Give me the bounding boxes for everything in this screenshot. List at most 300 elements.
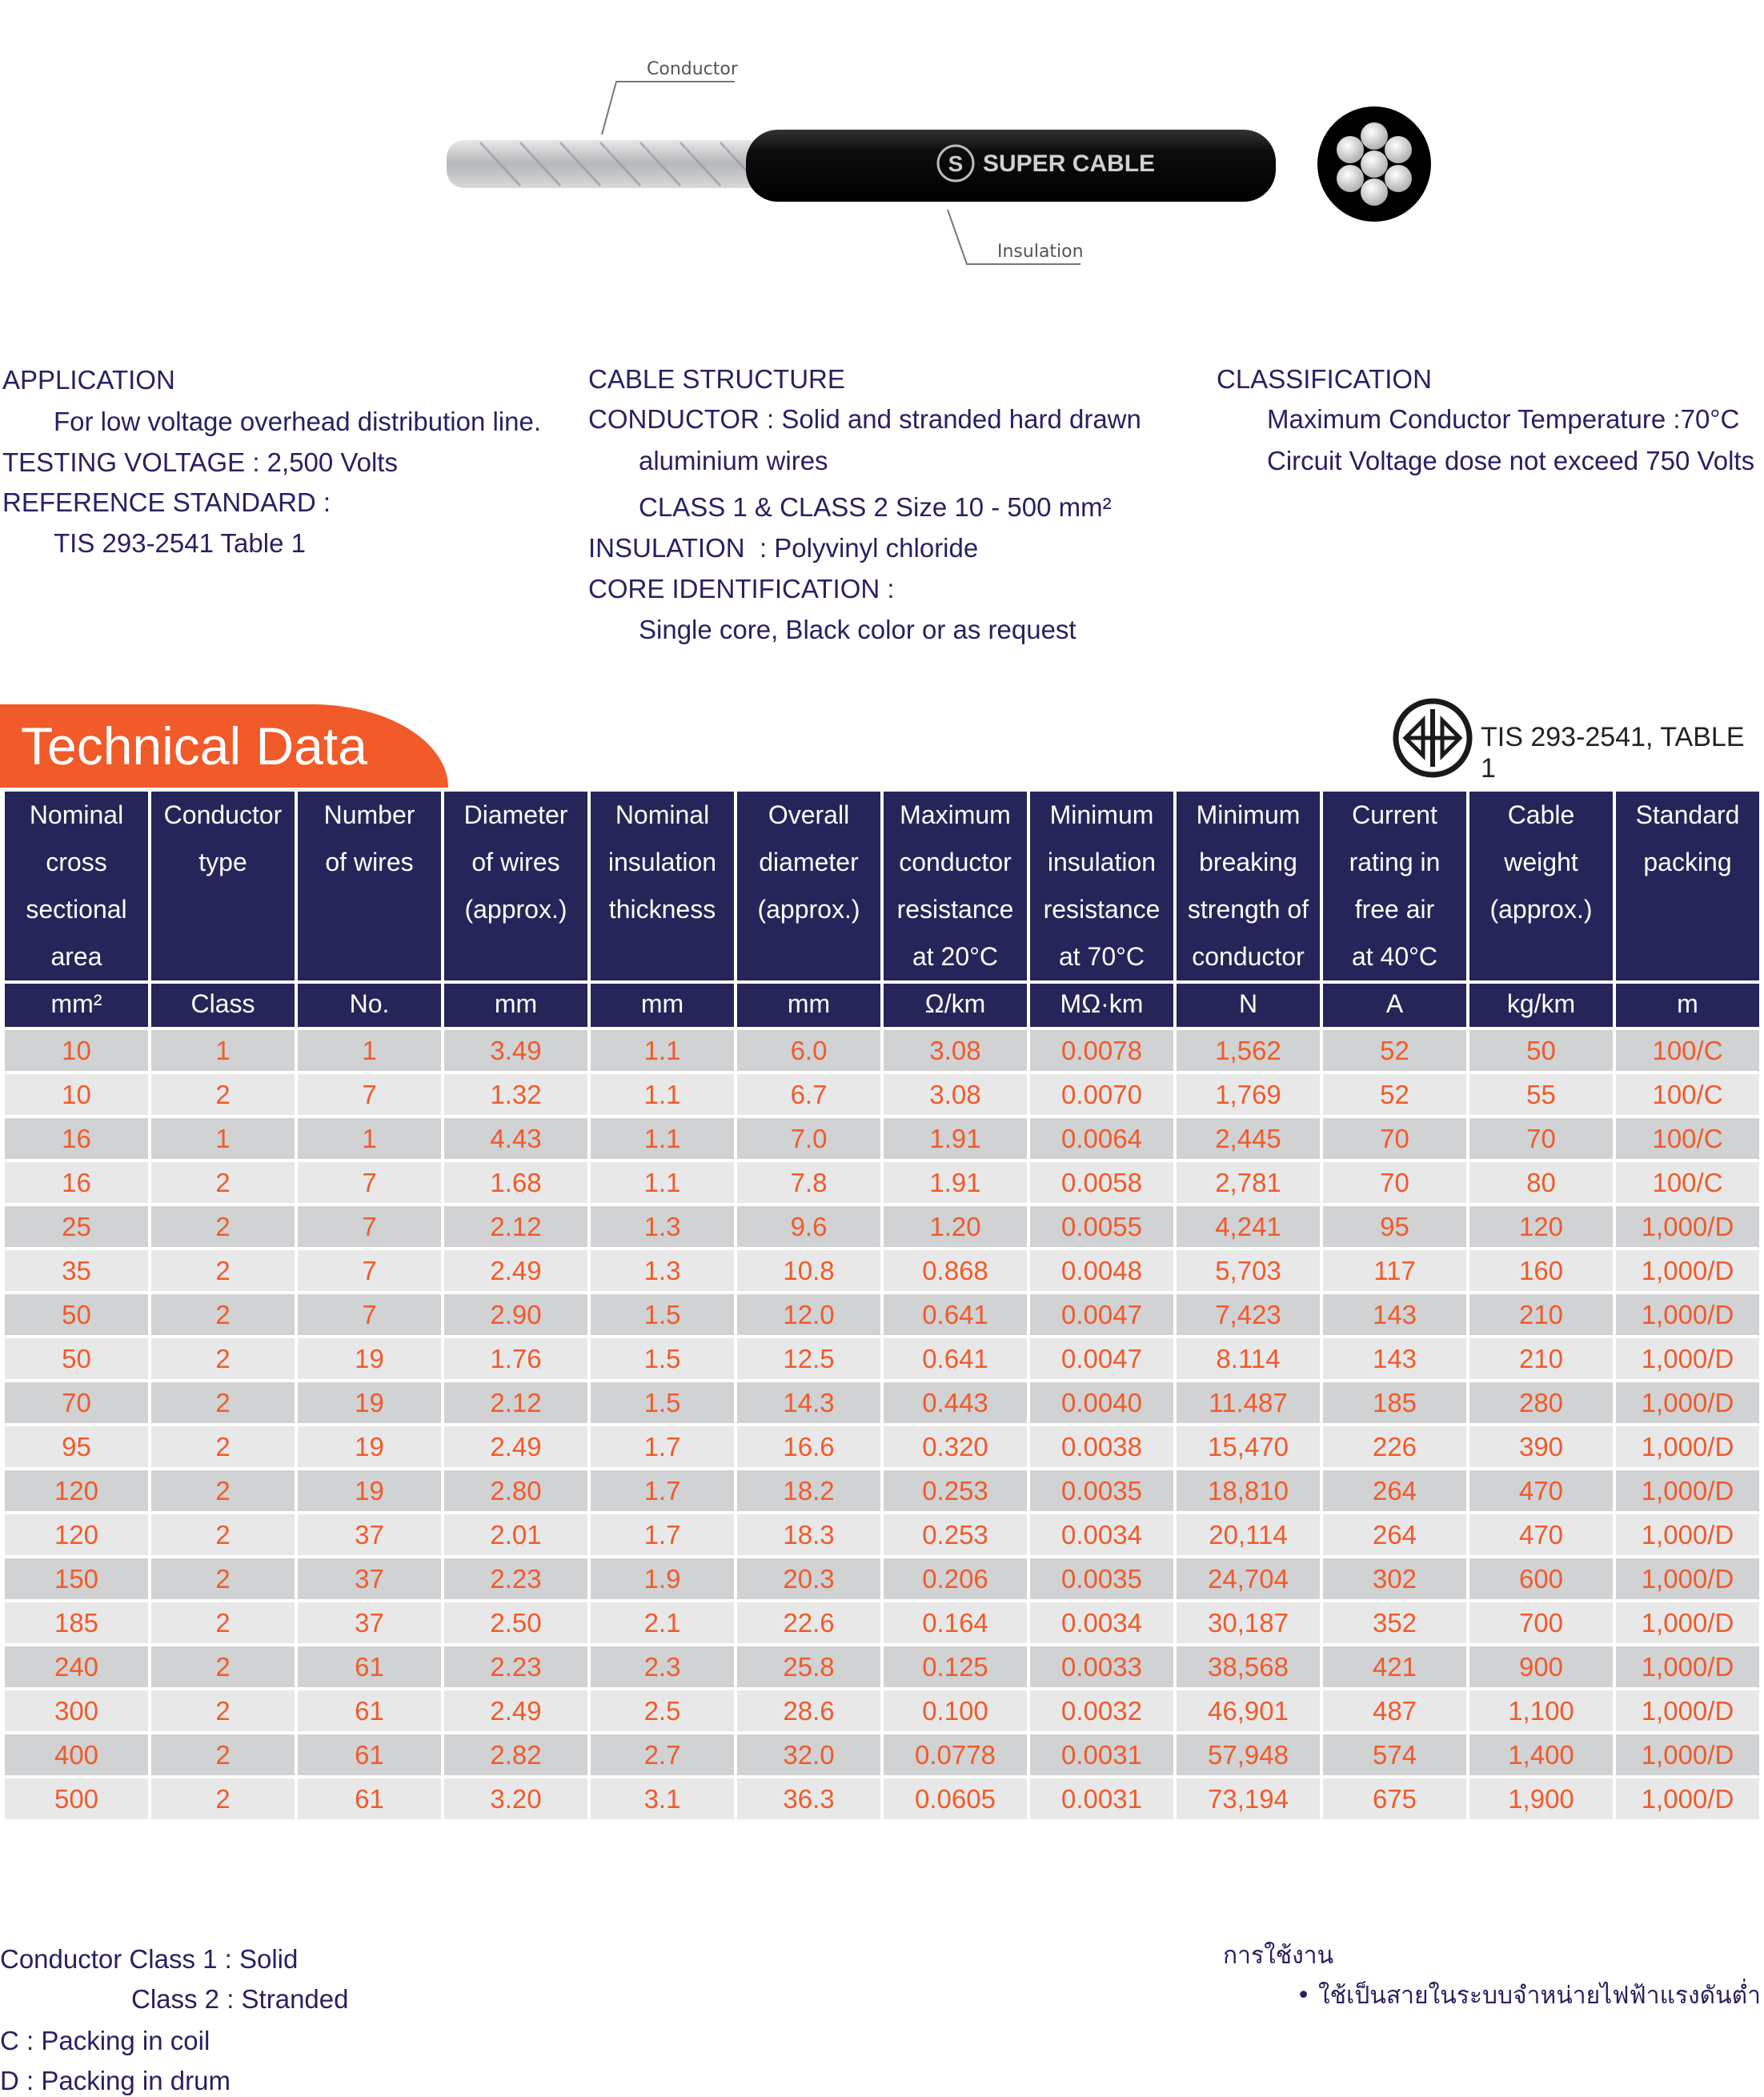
table-cell: 1,000/D bbox=[1614, 1249, 1761, 1293]
conductor-strands bbox=[447, 140, 783, 188]
table-cell: 1 bbox=[296, 1028, 443, 1073]
table-cell: 0.0031 bbox=[1028, 1777, 1175, 1821]
table-cell: 14.3 bbox=[736, 1381, 882, 1425]
table-cell: 15,470 bbox=[1175, 1425, 1321, 1469]
column-header-line: at 40°C bbox=[1351, 942, 1438, 971]
column-header bbox=[3, 790, 150, 982]
table-cell: 2.49 bbox=[443, 1689, 589, 1733]
table-row bbox=[3, 1557, 1761, 1601]
column-header bbox=[296, 790, 443, 982]
table-cell: 1,000/D bbox=[1614, 1425, 1761, 1469]
table-cell: 3.08 bbox=[882, 1028, 1028, 1073]
column-header-line: sectional bbox=[26, 895, 127, 924]
column-unit: m bbox=[1614, 982, 1761, 1028]
column-unit: Ω/km bbox=[882, 982, 1028, 1028]
technical-data-tab bbox=[0, 704, 448, 788]
column-header-line: resistance bbox=[1043, 895, 1161, 924]
table-cell: 7,423 bbox=[1175, 1293, 1321, 1337]
column-header-line: weight bbox=[1504, 848, 1578, 876]
cross-section-icon bbox=[1317, 106, 1431, 222]
column-unit: mm bbox=[736, 982, 882, 1028]
table-row bbox=[3, 1601, 1761, 1645]
table-cell: 73,194 bbox=[1175, 1777, 1321, 1821]
application-title: APPLICATION bbox=[2, 365, 175, 395]
column-header-line: Nominal bbox=[615, 800, 710, 829]
table-cell: 2.7 bbox=[589, 1733, 736, 1777]
table-cell: 900 bbox=[1468, 1645, 1614, 1689]
table-cell: 1,562 bbox=[1175, 1028, 1321, 1073]
table-cell: 0.0040 bbox=[1028, 1381, 1175, 1425]
column-header-line: area bbox=[50, 942, 102, 971]
table-cell: 1,000/D bbox=[1614, 1469, 1761, 1513]
table-cell: 4.43 bbox=[443, 1117, 589, 1161]
table-cell: 0.0035 bbox=[1028, 1557, 1175, 1601]
classification-line-1: Maximum Conductor Temperature :70°C bbox=[1267, 404, 1740, 434]
table-cell: 37 bbox=[296, 1557, 443, 1601]
table-cell: 61 bbox=[296, 1777, 443, 1821]
table-cell: 2 bbox=[150, 1469, 296, 1513]
column-header bbox=[150, 790, 296, 982]
table-cell: 100/C bbox=[1614, 1117, 1761, 1161]
column-unit: No. bbox=[296, 982, 443, 1028]
table-cell: 0.0070 bbox=[1028, 1073, 1175, 1117]
table-cell: 2 bbox=[150, 1337, 296, 1381]
table-cell: 100/C bbox=[1614, 1073, 1761, 1117]
table-cell: 240 bbox=[3, 1645, 150, 1689]
application-text: For low voltage overhead distribution line. bbox=[54, 407, 542, 436]
table-cell: 10.8 bbox=[736, 1249, 882, 1293]
table-cell: 12.0 bbox=[736, 1293, 882, 1337]
class-size: CLASS 1 & CLASS 2 Size 10 - 500 mm² bbox=[639, 492, 1112, 522]
column-header bbox=[443, 790, 589, 982]
table-cell: 1,000/D bbox=[1614, 1513, 1761, 1557]
note-class-1: Conductor Class 1 : Solid bbox=[0, 1944, 299, 1974]
table-cell: 1.5 bbox=[589, 1293, 736, 1337]
table-cell: 28.6 bbox=[736, 1689, 882, 1733]
table-row bbox=[3, 1293, 1761, 1337]
table-cell: 7 bbox=[296, 1249, 443, 1293]
column-header-line: packing bbox=[1643, 848, 1732, 876]
table-cell: 2.1 bbox=[589, 1601, 736, 1645]
table-cell: 1.32 bbox=[443, 1073, 589, 1117]
table-cell: 19 bbox=[296, 1469, 443, 1513]
table-cell: 36.3 bbox=[736, 1777, 882, 1821]
table-cell: 2.23 bbox=[443, 1645, 589, 1689]
core-identification-label: CORE IDENTIFICATION : bbox=[588, 574, 895, 603]
table-cell: 600 bbox=[1468, 1557, 1614, 1601]
table-cell: 50 bbox=[3, 1337, 150, 1381]
table-cell: 61 bbox=[296, 1645, 443, 1689]
table-cell: 25 bbox=[3, 1205, 150, 1249]
table-row bbox=[3, 1733, 1761, 1777]
table-cell: 0.0064 bbox=[1028, 1117, 1175, 1161]
table-cell: 5,703 bbox=[1175, 1249, 1321, 1293]
table-cell: 150 bbox=[3, 1557, 150, 1601]
table-cell: 12.5 bbox=[736, 1337, 882, 1381]
table-cell: 2.23 bbox=[443, 1557, 589, 1601]
table-cell: 2 bbox=[150, 1733, 296, 1777]
table-cell: 52 bbox=[1321, 1028, 1468, 1073]
table-cell: 0.100 bbox=[882, 1689, 1028, 1733]
table-cell: 9.6 bbox=[736, 1205, 882, 1249]
table-cell: 120 bbox=[1468, 1205, 1614, 1249]
table-cell: 2.49 bbox=[443, 1425, 589, 1469]
table-cell: 390 bbox=[1468, 1425, 1614, 1469]
table-cell: 1.1 bbox=[589, 1117, 736, 1161]
column-header-line: Current bbox=[1352, 800, 1437, 829]
reference-standard-value: TIS 293-2541 Table 1 bbox=[54, 528, 306, 558]
table-cell: 2 bbox=[150, 1425, 296, 1469]
tis-standard-icon bbox=[1391, 696, 1474, 780]
table-cell: 1,000/D bbox=[1614, 1293, 1761, 1337]
insulation-spec-value: : Polyvinyl chloride bbox=[759, 533, 979, 563]
column-header-line: (approx.) bbox=[464, 895, 567, 924]
table-cell: 61 bbox=[296, 1689, 443, 1733]
table-cell: 37 bbox=[296, 1513, 443, 1557]
table-cell: 0.0047 bbox=[1028, 1337, 1175, 1381]
table-cell: 2 bbox=[150, 1777, 296, 1821]
technical-data-table bbox=[2, 788, 1762, 1822]
column-header-line: Overall bbox=[768, 800, 850, 829]
table-cell: 46,901 bbox=[1175, 1689, 1321, 1733]
table-cell: 210 bbox=[1468, 1337, 1614, 1381]
table-cell: 1.91 bbox=[882, 1161, 1028, 1205]
table-cell: 0.443 bbox=[882, 1381, 1028, 1425]
classification-title: CLASSIFICATION bbox=[1217, 364, 1432, 394]
table-cell: 2 bbox=[150, 1161, 296, 1205]
table-cell: 1.1 bbox=[589, 1161, 736, 1205]
column-unit: mm² bbox=[3, 982, 150, 1028]
table-cell: 0.206 bbox=[882, 1557, 1028, 1601]
column-header-line: of wires bbox=[325, 848, 414, 876]
column-header-line: breaking bbox=[1199, 848, 1297, 876]
table-cell: 7.8 bbox=[736, 1161, 882, 1205]
table-cell: 0.0033 bbox=[1028, 1645, 1175, 1689]
conductor-spec bbox=[588, 403, 1141, 435]
table-cell: 70 bbox=[1321, 1117, 1468, 1161]
table-cell: 2,445 bbox=[1175, 1117, 1321, 1161]
table-cell: 18,810 bbox=[1175, 1469, 1321, 1513]
table-cell: 0.641 bbox=[882, 1293, 1028, 1337]
table-cell: 300 bbox=[3, 1689, 150, 1733]
table-cell: 1 bbox=[296, 1117, 443, 1161]
column-header-line: insulation bbox=[1047, 848, 1157, 876]
column-header-line: of wires bbox=[471, 848, 560, 876]
table-row bbox=[3, 1337, 1761, 1381]
table-cell: 1,000/D bbox=[1614, 1601, 1761, 1645]
column-header-line: type bbox=[198, 848, 247, 876]
table-cell: 0.0055 bbox=[1028, 1205, 1175, 1249]
table-cell: 1 bbox=[150, 1117, 296, 1161]
table-cell: 100/C bbox=[1614, 1161, 1761, 1205]
core-identification-value: Single core, Black color or as request bbox=[639, 615, 1076, 644]
table-cell: 1.7 bbox=[589, 1425, 736, 1469]
table-cell: 352 bbox=[1321, 1601, 1468, 1645]
table-cell: 2.12 bbox=[443, 1205, 589, 1249]
column-header bbox=[1468, 790, 1614, 982]
column-header-line: Diameter bbox=[463, 800, 568, 829]
table-cell: 1,400 bbox=[1468, 1733, 1614, 1777]
note-coil: C : Packing in coil bbox=[0, 2026, 210, 2055]
table-cell: 18.3 bbox=[736, 1513, 882, 1557]
table-cell: 1,000/D bbox=[1614, 1733, 1761, 1777]
column-header-line: free air bbox=[1354, 895, 1435, 924]
table-cell: 0.125 bbox=[882, 1645, 1028, 1689]
table-cell: 22.6 bbox=[736, 1601, 882, 1645]
column-header bbox=[1614, 790, 1761, 982]
table-cell: 3.49 bbox=[443, 1028, 589, 1073]
table-cell: 160 bbox=[1468, 1249, 1614, 1293]
table-cell: 1,000/D bbox=[1614, 1777, 1761, 1821]
column-header-line: cross bbox=[46, 848, 107, 876]
column-unit: mm bbox=[443, 982, 589, 1028]
table-cell: 1,000/D bbox=[1614, 1557, 1761, 1601]
table-row bbox=[3, 1249, 1761, 1293]
table-cell: 11.487 bbox=[1175, 1381, 1321, 1425]
table-cell: 1,000/D bbox=[1614, 1689, 1761, 1733]
table-cell: 0.0048 bbox=[1028, 1249, 1175, 1293]
table-cell: 70 bbox=[1468, 1117, 1614, 1161]
table-cell: 2 bbox=[150, 1601, 296, 1645]
table-cell: 70 bbox=[3, 1381, 150, 1425]
table-cell: 0.0078 bbox=[1028, 1028, 1175, 1073]
table-cell: 1.3 bbox=[589, 1205, 736, 1249]
table-row bbox=[3, 1645, 1761, 1689]
table-cell: 2.49 bbox=[443, 1249, 589, 1293]
table-cell: 117 bbox=[1321, 1249, 1468, 1293]
table-row bbox=[3, 1689, 1761, 1733]
table-cell: 3.1 bbox=[589, 1777, 736, 1821]
table-cell: 52 bbox=[1321, 1073, 1468, 1117]
note-class-2: Class 2 : Stranded bbox=[131, 1984, 349, 2014]
table-cell: 1.1 bbox=[589, 1028, 736, 1073]
table-cell: 120 bbox=[3, 1469, 150, 1513]
table-cell: 120 bbox=[3, 1513, 150, 1557]
table-cell: 16.6 bbox=[736, 1425, 882, 1469]
column-unit: kg/km bbox=[1468, 982, 1614, 1028]
table-row bbox=[3, 1777, 1761, 1821]
table-units-row bbox=[3, 982, 1761, 1028]
table-cell: 1 bbox=[150, 1028, 296, 1073]
table-cell: 0.0058 bbox=[1028, 1161, 1175, 1205]
column-unit: MΩ·km bbox=[1028, 982, 1175, 1028]
table-cell: 226 bbox=[1321, 1425, 1468, 1469]
column-header-line: Cable bbox=[1507, 800, 1575, 829]
column-header-line: Minimum bbox=[1049, 800, 1154, 829]
table-cell: 8.114 bbox=[1175, 1337, 1321, 1381]
table-cell: 7 bbox=[296, 1293, 443, 1337]
table-cell: 1.1 bbox=[589, 1073, 736, 1117]
column-header-line: at 70°C bbox=[1058, 942, 1145, 971]
table-row bbox=[3, 1073, 1761, 1117]
table-cell: 302 bbox=[1321, 1557, 1468, 1601]
table-cell: 10 bbox=[3, 1073, 150, 1117]
table-cell: 19 bbox=[296, 1425, 443, 1469]
table-cell: 421 bbox=[1321, 1645, 1468, 1689]
table-cell: 1,000/D bbox=[1614, 1645, 1761, 1689]
table-cell: 2 bbox=[150, 1689, 296, 1733]
column-header-line: conductor bbox=[1192, 942, 1305, 971]
conductor-label: Conductor bbox=[647, 59, 738, 79]
table-cell: 0.0605 bbox=[882, 1777, 1028, 1821]
table-cell: 185 bbox=[1321, 1381, 1468, 1425]
table-cell: 280 bbox=[1468, 1381, 1614, 1425]
table-cell: 61 bbox=[296, 1733, 443, 1777]
table-header-row bbox=[3, 790, 1761, 982]
table-row bbox=[3, 1381, 1761, 1425]
column-header-line: (approx.) bbox=[757, 895, 860, 924]
table-cell: 2.82 bbox=[443, 1733, 589, 1777]
table-cell: 80 bbox=[1468, 1161, 1614, 1205]
cable-structure-title: CABLE STRUCTURE bbox=[588, 364, 845, 394]
table-cell: 19 bbox=[296, 1381, 443, 1425]
table-cell: 95 bbox=[1321, 1205, 1468, 1249]
table-cell: 2 bbox=[150, 1293, 296, 1337]
table-cell: 264 bbox=[1321, 1513, 1468, 1557]
table-cell: 1,000/D bbox=[1614, 1205, 1761, 1249]
table-row bbox=[3, 1469, 1761, 1513]
table-cell: 100/C bbox=[1614, 1028, 1761, 1073]
table-cell: 7.0 bbox=[736, 1117, 882, 1161]
insulation-label: Insulation bbox=[997, 242, 1084, 262]
table-cell: 1.5 bbox=[589, 1337, 736, 1381]
table-cell: 0.253 bbox=[882, 1469, 1028, 1513]
table-cell: 185 bbox=[3, 1601, 150, 1645]
table-cell: 3.20 bbox=[443, 1777, 589, 1821]
table-cell: 1.20 bbox=[882, 1205, 1028, 1249]
table-cell: 1,100 bbox=[1468, 1689, 1614, 1733]
table-cell: 500 bbox=[3, 1777, 150, 1821]
table-cell: 2.90 bbox=[443, 1293, 589, 1337]
table-cell: 2.12 bbox=[443, 1381, 589, 1425]
table-cell: 2 bbox=[150, 1645, 296, 1689]
table-cell: 1.91 bbox=[882, 1117, 1028, 1161]
table-row bbox=[3, 1205, 1761, 1249]
table-cell: 574 bbox=[1321, 1733, 1468, 1777]
table-cell: 0.0034 bbox=[1028, 1513, 1175, 1557]
table-cell: 675 bbox=[1321, 1777, 1468, 1821]
table-cell: 16 bbox=[3, 1117, 150, 1161]
column-header bbox=[1321, 790, 1468, 982]
table-cell: 2.5 bbox=[589, 1689, 736, 1733]
column-unit: Class bbox=[150, 982, 296, 1028]
table-cell: 10 bbox=[3, 1028, 150, 1073]
table-cell: 70 bbox=[1321, 1161, 1468, 1205]
column-header bbox=[1028, 790, 1175, 982]
column-header-line: Standard bbox=[1635, 800, 1740, 829]
table-cell: 1.76 bbox=[443, 1337, 589, 1381]
testing-voltage bbox=[2, 447, 398, 479]
table-cell: 0.0032 bbox=[1028, 1689, 1175, 1733]
table-cell: 2.80 bbox=[443, 1469, 589, 1513]
table-cell: 16 bbox=[3, 1161, 150, 1205]
table-cell: 7 bbox=[296, 1073, 443, 1117]
insulation-spec bbox=[588, 532, 978, 564]
table-cell: 19 bbox=[296, 1337, 443, 1381]
column-header-line: Number bbox=[323, 800, 415, 829]
table-cell: 0.253 bbox=[882, 1513, 1028, 1557]
table-cell: 0.0035 bbox=[1028, 1469, 1175, 1513]
table-cell: 0.0038 bbox=[1028, 1425, 1175, 1469]
table-cell: 30,187 bbox=[1175, 1601, 1321, 1645]
insulation-spec-label: INSULATION bbox=[588, 533, 745, 563]
table-row bbox=[3, 1117, 1761, 1161]
table-cell: 25.8 bbox=[736, 1645, 882, 1689]
table-cell: 6.0 bbox=[736, 1028, 882, 1073]
table-cell: 1.7 bbox=[589, 1513, 736, 1557]
svg-text:S: S bbox=[948, 151, 964, 176]
table-row bbox=[3, 1161, 1761, 1205]
conductor-spec-value: Solid and stranded hard drawn bbox=[781, 404, 1141, 434]
technical-data-title: Technical Data bbox=[21, 716, 367, 776]
table-cell: 487 bbox=[1321, 1689, 1468, 1733]
table-cell: 20,114 bbox=[1175, 1513, 1321, 1557]
column-header bbox=[736, 790, 882, 982]
table-cell: 38,568 bbox=[1175, 1645, 1321, 1689]
table-cell: 32.0 bbox=[736, 1733, 882, 1777]
cable-illustration bbox=[432, 0, 1473, 336]
table-row bbox=[3, 1513, 1761, 1557]
table-cell: 0.0034 bbox=[1028, 1601, 1175, 1645]
table-cell: 2 bbox=[150, 1381, 296, 1425]
column-header-line: rating in bbox=[1349, 848, 1441, 876]
table-cell: 0.0778 bbox=[882, 1733, 1028, 1777]
tis-standard-text: TIS 293-2541, TABLE 1 bbox=[1481, 722, 1745, 784]
table-cell: 2 bbox=[150, 1073, 296, 1117]
table-cell: 20.3 bbox=[736, 1557, 882, 1601]
table-cell: 2 bbox=[150, 1205, 296, 1249]
table-cell: 1,000/D bbox=[1614, 1337, 1761, 1381]
table-cell: 4,241 bbox=[1175, 1205, 1321, 1249]
table-cell: 1.7 bbox=[589, 1469, 736, 1513]
table-cell: 18.2 bbox=[736, 1469, 882, 1513]
column-header-line: Maximum bbox=[900, 800, 1011, 829]
column-header-line: at 20°C bbox=[912, 942, 999, 971]
thai-usage-title: การใช้งาน bbox=[1223, 1942, 1334, 1970]
column-header-line: diameter bbox=[759, 848, 859, 876]
table-cell: 2 bbox=[150, 1249, 296, 1293]
column-header-line: (approx.) bbox=[1489, 895, 1593, 924]
table-cell: 2.50 bbox=[443, 1601, 589, 1645]
table-cell: 143 bbox=[1321, 1293, 1468, 1337]
column-header-line: thickness bbox=[608, 895, 716, 924]
table-cell: 57,948 bbox=[1175, 1733, 1321, 1777]
table-cell: 700 bbox=[1468, 1601, 1614, 1645]
classification-line-2: Circuit Voltage dose not exceed 750 Volts bbox=[1267, 446, 1755, 475]
table-cell: 2.01 bbox=[443, 1513, 589, 1557]
table-cell: 0.868 bbox=[882, 1249, 1028, 1293]
column-header-line: strength of bbox=[1187, 895, 1309, 924]
table-cell: 55 bbox=[1468, 1073, 1614, 1117]
table-cell: 50 bbox=[3, 1293, 150, 1337]
table-cell: 1,000/D bbox=[1614, 1381, 1761, 1425]
table-cell: 2.3 bbox=[589, 1645, 736, 1689]
conductor-spec-value-2: aluminium wires bbox=[639, 446, 828, 475]
testing-voltage-label: TESTING VOLTAGE : bbox=[2, 447, 260, 477]
reference-standard-label: REFERENCE STANDARD : bbox=[2, 487, 331, 517]
thai-usage-item: • ใช้เป็นสายในระบบจำหน่ายไฟฟ้าแรงดันต่ำ bbox=[1296, 1982, 1761, 2010]
table-cell: 0.0031 bbox=[1028, 1733, 1175, 1777]
table-cell: 0.0047 bbox=[1028, 1293, 1175, 1337]
column-header bbox=[882, 790, 1028, 982]
note-drum: D : Packing in drum bbox=[0, 2066, 231, 2095]
testing-voltage-value: 2,500 Volts bbox=[267, 447, 398, 477]
table-cell: 2,781 bbox=[1175, 1161, 1321, 1205]
table-cell: 1,769 bbox=[1175, 1073, 1321, 1117]
column-header bbox=[1175, 790, 1321, 982]
table-cell: 95 bbox=[3, 1425, 150, 1469]
table-cell: 1.5 bbox=[589, 1381, 736, 1425]
